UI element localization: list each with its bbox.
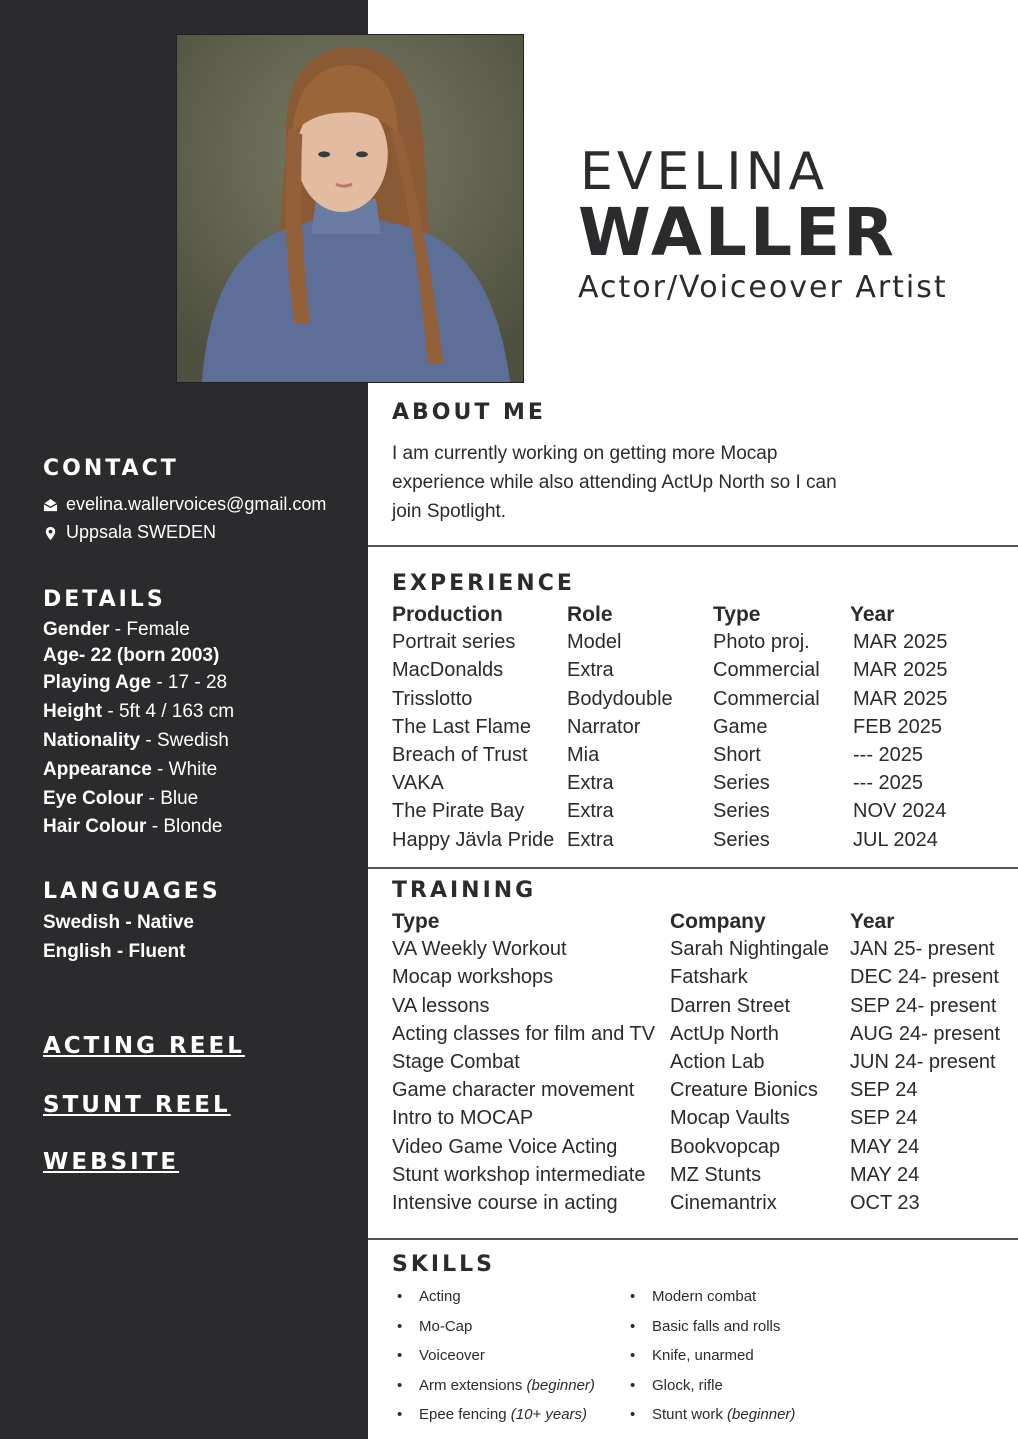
- col-year: Year: [850, 603, 895, 626]
- list-item: • Stunt work (beginner): [625, 1406, 795, 1436]
- col-production: Production: [392, 603, 503, 626]
- list-item: • Acting: [392, 1288, 595, 1318]
- stunt-reel-link[interactable]: STUNT REEL: [43, 1092, 231, 1118]
- skills-column-left: [392, 1288, 595, 1436]
- details-heading: DETAILS: [43, 587, 166, 612]
- last-name: WALLER: [578, 194, 897, 271]
- experience-heading: EXPERIENCE: [392, 571, 575, 596]
- website-link[interactable]: WEBSITE: [43, 1149, 180, 1175]
- list-item: • Glock, rifle: [625, 1377, 795, 1407]
- profile-photo: [176, 34, 524, 383]
- skills-heading: SKILLS: [392, 1252, 495, 1277]
- col-type: Type: [713, 603, 761, 626]
- detail-playing-age: Playing Age - 17 - 28: [43, 672, 228, 693]
- contact-location: [43, 522, 216, 543]
- detail-height: Height - 5ft 4 / 163 cm: [43, 701, 235, 722]
- detail-gender: Gender - Female: [43, 619, 190, 640]
- skills-column-right: [625, 1288, 795, 1436]
- section-divider: [368, 867, 1018, 869]
- col-type: Type: [392, 910, 440, 933]
- language-item: English - Fluent: [43, 941, 186, 962]
- section-divider: [368, 1238, 1018, 1240]
- about-line: I am currently working on getting more Mocap: [392, 443, 778, 464]
- job-title: Actor/Voiceover Artist: [578, 270, 948, 305]
- list-item: • Voiceover: [392, 1347, 595, 1377]
- detail-eye-colour: Eye Colour - Blue: [43, 788, 199, 809]
- about-line: join Spotlight.: [392, 501, 507, 522]
- email-text: evelina.wallervoices@gmail.com: [66, 494, 327, 514]
- list-item: • Mo-Cap: [392, 1318, 595, 1348]
- contact-email[interactable]: [43, 494, 326, 515]
- detail-age: Age- 22 (born 2003): [43, 645, 220, 666]
- contact-heading: CONTACT: [43, 456, 179, 481]
- detail-appearance: Appearance - White: [43, 759, 218, 780]
- list-item: • Arm extensions (beginner): [392, 1377, 595, 1407]
- first-name: EVELINA: [580, 142, 829, 202]
- list-item: • Epee fencing (10+ years): [392, 1406, 595, 1436]
- location-text: Uppsala SWEDEN: [66, 522, 217, 542]
- list-item: • Basic falls and rolls: [625, 1318, 795, 1348]
- training-heading: TRAINING: [392, 878, 537, 903]
- col-role: Role: [567, 603, 613, 626]
- about-heading: ABOUT ME: [392, 400, 546, 425]
- list-item: • Knife, unarmed: [625, 1347, 795, 1377]
- language-item: Swedish - Native: [43, 912, 194, 933]
- mail-icon: [43, 497, 58, 512]
- detail-hair-colour: Hair Colour - Blonde: [43, 816, 223, 837]
- list-item: • Modern combat: [625, 1288, 795, 1318]
- about-text: [392, 439, 892, 526]
- col-year: Year: [850, 910, 895, 933]
- location-pin-icon: [43, 525, 58, 540]
- detail-nationality: Nationality - Swedish: [43, 730, 229, 751]
- col-company: Company: [670, 910, 766, 933]
- about-line: experience while also attending ActUp North so I can: [392, 472, 837, 493]
- languages-heading: LANGUAGES: [43, 879, 221, 904]
- acting-reel-link[interactable]: ACTING REEL: [43, 1033, 245, 1059]
- section-divider: [368, 545, 1018, 547]
